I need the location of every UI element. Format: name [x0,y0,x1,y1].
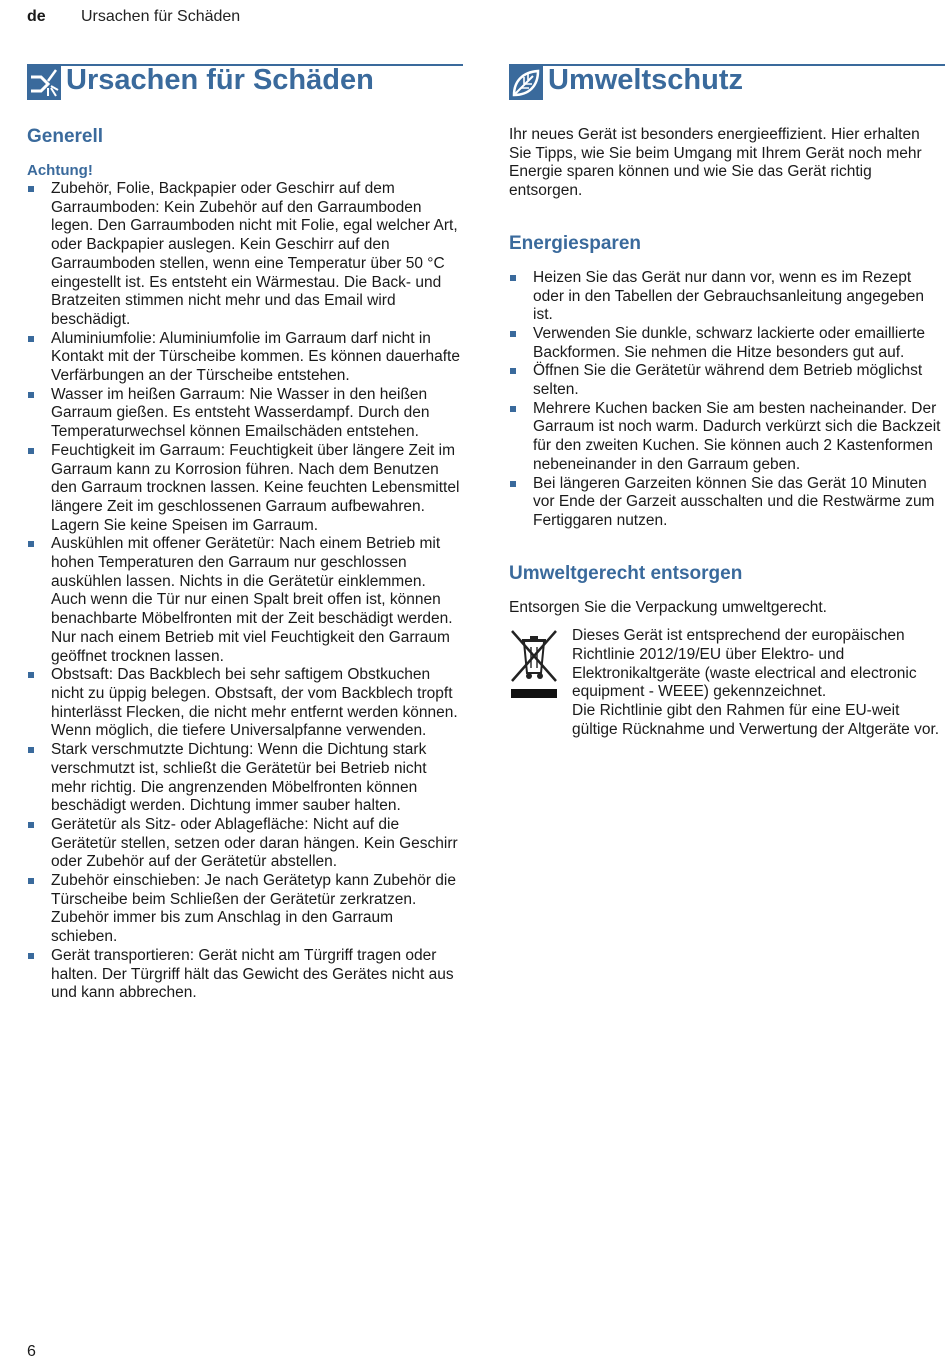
leaf-icon [509,66,543,100]
disposal-title: Umweltgerecht entsorgen [509,562,743,584]
list-item-text: Heizen Sie das Gerät nur dann vor, wenn es im Rezept oder in den Tabellen der Gebrauchsanleitung angegeben ist. [533,268,924,324]
list-item-text: Wasser im heißen Garraum: Nie Wasser in den heißen Garraum gießen. Es entsteht Wasserdampf. Durch den Temperaturwechsel können Emailschäden entstehen. [51,385,430,441]
running-header [27,8,241,26]
environment-section [509,64,945,740]
bullet [28,747,34,753]
bullet [28,822,34,828]
bullet [28,336,34,342]
bullet [28,186,34,192]
list-item-text: Stark verschmutzte Dichtung: Wenn die Dichtung stark verschmutzt ist, schließt die Gerätetür bei Betrieb nicht mehr richtig. Die angrenzenden Möbelfronten können beschädigt werden. Dichtung immer sauber halten. [51,741,427,815]
bullet [28,448,34,454]
list-item [27,535,463,666]
list-item [509,269,945,325]
weee-text-2: Die Richtlinie gibt den Rahmen für eine EU-weit gültige Rücknahme und Verwertung der Altgeräte vor. [572,702,940,738]
bullet [510,275,516,281]
list-item-text: Gerät transportieren: Gerät nicht am Türgriff tragen oder halten. Der Türgriff hält das Gewicht des Gerätes nicht aus und kann abbrechen. [51,946,454,1002]
warning-label: Achtung! [27,162,93,179]
list-item-text: Aluminiumfolie: Aluminiumfolie im Garraum darf nicht in Kontakt mit der Türscheibe kommen. Es können dauerhafte Verfärbungen an der Türscheibe entstehen. [51,329,460,385]
list-item-text: Mehrere Kuchen backen Sie am besten nacheinander. Der Garraum ist noch warm. Dadurch verkürzt sich die Backzeit für den zweiten Kuchen. Sie können auch 2 Kastenformen nebeneinander in den Garraum geben. [533,399,941,473]
list-item-text: Gerätetür als Sitz- oder Ablagefläche: Nicht auf die Gerätetür stellen, setzen oder daran hängen. Kein Geschirr oder Zubehör auf der Gerätetür abstellen. [51,815,458,871]
page-title: Ursachen für Schäden [66,64,374,96]
list-item [27,666,463,741]
list-item-text: Zubehör einschieben: Je nach Gerätetyp kann Zubehör die Türscheibe beim Schließen der Gerätetür zerkratzen. Zubehör immer bis zum Anschlag in den Garraum schieben. [51,872,456,946]
list-item [509,362,945,399]
list-item [27,442,463,536]
list-item [27,872,463,947]
list-item [27,816,463,872]
energy-saving-title: Energiesparen [509,232,641,254]
subtitle-generell: Generell [27,126,104,147]
bullet [510,331,516,337]
list-item [27,330,463,386]
list-item [27,947,463,1003]
list-item-text: Obstsaft: Das Backblech bei sehr saftigem Obstkuchen nicht zu üppig belegen. Obstsaft, der vom Backblech tropft hinterlässt Flecken, die nicht mehr entfernt werden können. Wenn möglich, die tiefere Universalpfanne verwenden. [51,666,458,740]
list-item-text: Verwenden Sie dunkle, schwarz lackierte oder emaillierte Backformen. Sie nehmen die Hitze besonders gut auf. [533,324,926,361]
section-title-environment: Umweltschutz [548,64,743,96]
damage-causes-section [27,64,463,1003]
weee-notice [509,627,945,739]
list-item [27,386,463,442]
list-item [27,741,463,816]
bullet [28,541,34,547]
damage-list [27,180,463,1003]
list-item-text: Feuchtigkeit im Garraum: Feuchtigkeit über längere Zeit im Garraum kann zu Korrosion führen. Nach dem Benutzen den Garraum trocknen lassen. Keine feuchten Lebensmittel längere Zeit im geschlossenen Garraum aufbewahren. Lagern Sie keine Speisen im Garraum. [51,441,460,534]
page-number: 6 [27,1343,36,1360]
section-heading-environment [509,64,945,106]
disposal-intro: Entsorgen Sie die Verpackung umweltgerecht. [509,598,827,616]
list-item [509,475,945,531]
environment-intro: Ihr neues Gerät ist besonders energieeffizient. Hier erhalten Sie Tipps, wie Sie beim Umgang mit Ihrem Gerät noch mehr Energie sparen können und wie Sie das Gerät richtig entsorgen. [509,126,922,200]
section-heading-damage [27,64,463,106]
language-code: de [27,8,46,25]
list-item-text: Bei längeren Garzeiten können Sie das Gerät 10 Minuten vor Ende der Garzeit ausschalten und die Restwärme zum Fertiggaren nutzen. [533,474,935,529]
weee-text-1: Dieses Gerät ist entsprechend der europäischen Richtlinie 2012/19/EU über Elektro- und Elektronikaltgeräte (waste electrical and electronic equipment - WEEE) gekennzeichnet. [572,627,917,701]
list-item [509,325,945,362]
bullet [510,481,516,487]
crossed-bin-icon [509,627,559,701]
bullet [28,878,34,884]
energy-list [509,269,945,531]
list-item-extra: Nur nach einem Betrieb mit viel Feuchtigkeit den Garraum geöffnet trocknen lassen. [51,628,450,665]
list-item-text: Zubehör, Folie, Backpapier oder Geschirr auf dem Garraumboden: Kein Zubehör auf den Garraumboden legen. Den Garraumboden nicht mit Folie, egal welcher Art, oder Backpapier auslegen. Kein Geschirr auf den Garraumboden stellen, wenn eine Temperatur über 50 °C eingestellt ist. Es entsteht ein Wärmestau. Die Back- und Bratzeiten stimmen nicht mehr und das Email wird beschädigt. [51,180,458,328]
bullet [28,392,34,398]
list-item [27,180,463,330]
list-item-text: Auskühlen mit offener Gerätetür: Nach einem Betrieb mit hohen Temperaturen den Garraum nur geschlossen auskühlen lassen. Nichts in die Gerätetür einklemmen. Auch wenn die Tür nur einen Spalt breit offen ist, können benachbarte Möbelfronten mit der Zeit beschädigt werden. [51,535,453,628]
list-item [509,400,945,475]
bullet [28,672,34,678]
bullet [510,406,516,412]
bullet [510,368,516,374]
list-item-text: Öffnen Sie die Gerätetür während dem Betrieb möglichst selten. [533,362,923,399]
header-title: Ursachen für Schäden [81,8,241,25]
bullet [28,953,34,959]
damage-spark-icon [27,66,61,100]
